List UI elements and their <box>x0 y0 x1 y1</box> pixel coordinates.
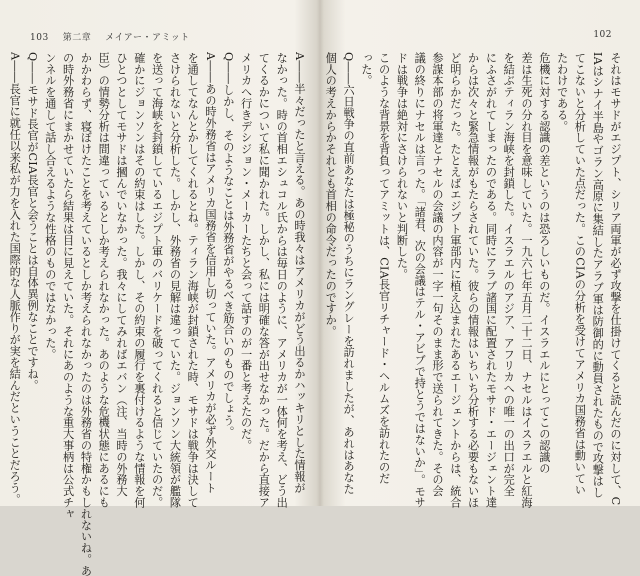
right-text-line: ドは戦争は絶対にさけられないと判断した。 <box>395 52 409 280</box>
left-text-line: ンネルを通して話し合えるような性格のものではなかった。 <box>43 52 57 360</box>
right-text-line: IAはシナイ半島やゴラン高原に集結したアラブ軍は防御的に動員されたもので攻撃はし <box>591 52 605 499</box>
right-page-number: 102 <box>593 30 612 40</box>
left-text-line: Q――しかし、そのようなことは外務省がやるべき筋合いのものでしょう。 <box>221 52 235 438</box>
left-text-line: Q――モサド長官がCIA長官と会うことは自体異例なことですね。 <box>26 52 40 391</box>
right-page-text <box>324 52 624 509</box>
left-page-number: 103 <box>30 33 49 43</box>
left-text-line: A――あの時外務省はアメリカ国務省を信用し切っていた。アメリカが必ず外交ルート <box>204 52 218 494</box>
left-text-line: なかった。時の首相エシュコル氏からは毎日のように、アメリカが一体何を考え、どう出 <box>275 52 289 508</box>
right-text-line: 危機に対する認識の差というのは恐ろしいものだ。イスラエルにとってこの認識の <box>537 52 551 474</box>
right-text-line: たわけである。 <box>555 52 569 132</box>
chapter-label: 第二章 <box>62 33 92 43</box>
left-text-line: A――半々だったと言える。あの時我々はアメリカがどう出るかハッキリとした情報が <box>293 52 306 494</box>
right-text-line: にふさがれてしまったのである。同時にアラブ諸国に配置されたモサド・エージェント達 <box>484 52 498 508</box>
right-text-line: てこないと分析していた点だった。このCIAの分析を受けてアメリカ国務省は動いてい <box>573 52 587 496</box>
left-text-line: 臣）の情勢分析は間違っているとしか考えられなかった。あのような危機状態にあるにも <box>97 52 111 508</box>
right-text-line: 議の終りにナセルは言った。「諸君、次の会議はテル・アビブで持とうではないか」。モサ <box>413 52 427 509</box>
left-text-line: を送って海峡を封鎖しているエジプト軍のバリケードを破ってくれると信じていたのだ。 <box>150 52 164 508</box>
right-text-line: このような背景を背負ってアミットは、CIA長官リチャード・ヘルムズを訪れたのだ <box>377 52 391 485</box>
right-text-line: 個人の考えからかそれとも首相の命令だったのですか。 <box>324 52 338 337</box>
left-text-line: ひとつとしてモサドは摑んでいなかった。我々にしてみればエバン（注、当時の外務大 <box>115 52 129 497</box>
right-text-line: を結ぶティラン海峡を封鎖した。イスラエルのアジア、アフリカへの唯一の出口が完全 <box>502 52 516 497</box>
right-text-line: それはモサドがエジプト、シリア両軍が必ず攻撃を仕掛けてくると読んだのに対して、C <box>609 52 622 506</box>
left-text-line: を通してなんとかしてくれるとね。ティラン海峡が封鎖された時、モサドは戦争は決して <box>186 52 200 508</box>
left-text-line: さけられないと分析した。しかし、外務省の見解は違っていた。ジョンソン大統領が艦隊 <box>168 52 182 508</box>
right-page <box>322 0 640 509</box>
right-text-line: からは次々と緊急情報がもたらされていた。彼らの情報はいちいち分析する必要もないほ <box>466 52 480 508</box>
left-text-line: A――長官に就任以来私が力を入れた国際的な人脈作りが実を結んだということだろう。 <box>8 52 22 505</box>
left-page-text <box>8 52 308 576</box>
left-text-line: の時外務省にまかせていたら結果は目に見えていた。それにあのような重大事柄は公式チャ <box>61 52 75 520</box>
right-text-line: Q――六日戦争の直前あなたは極秘のうちにラングレーを訪れましたが、あれはあなた <box>342 52 356 495</box>
right-text-line: った。 <box>359 52 373 87</box>
right-text-line: 差は生死の分れ目を意味していた。一九六七年五月二十二日、ナセルはイスラエルと紅海 <box>520 52 534 508</box>
chapter-title: メイアー・アミット <box>105 33 190 43</box>
left-page <box>0 0 318 576</box>
left-text-line: 確かにジョンソンはその約束はした。しかし、その約束の履行を裏付けるような情報を何 <box>132 52 146 508</box>
left-text-line: てくるかについて私に聞かれた。しかし、私には明確な答が出せなかった。だから直接ア <box>257 52 271 508</box>
right-running-header <box>593 30 612 40</box>
left-text-line: メリカへ行きデシジョン・メーカーたちと会って話すのが一番と考えたのだ。 <box>239 52 253 451</box>
right-text-line: 参謀本部の将軍達とナセルの会議の内容が一字一句そのまま形で送られてきた。その会 <box>431 52 445 497</box>
right-text-line: ど明らかだった。たとえばエジプト軍部内に植え込まれたあるエージェントからは、統合 <box>448 52 462 508</box>
left-running-header <box>30 30 190 43</box>
left-text-line: かかわらず、寝ぼけたことを考えているとしか考えられなかったのは外務省の特権かもしれないね。あ <box>79 52 93 576</box>
